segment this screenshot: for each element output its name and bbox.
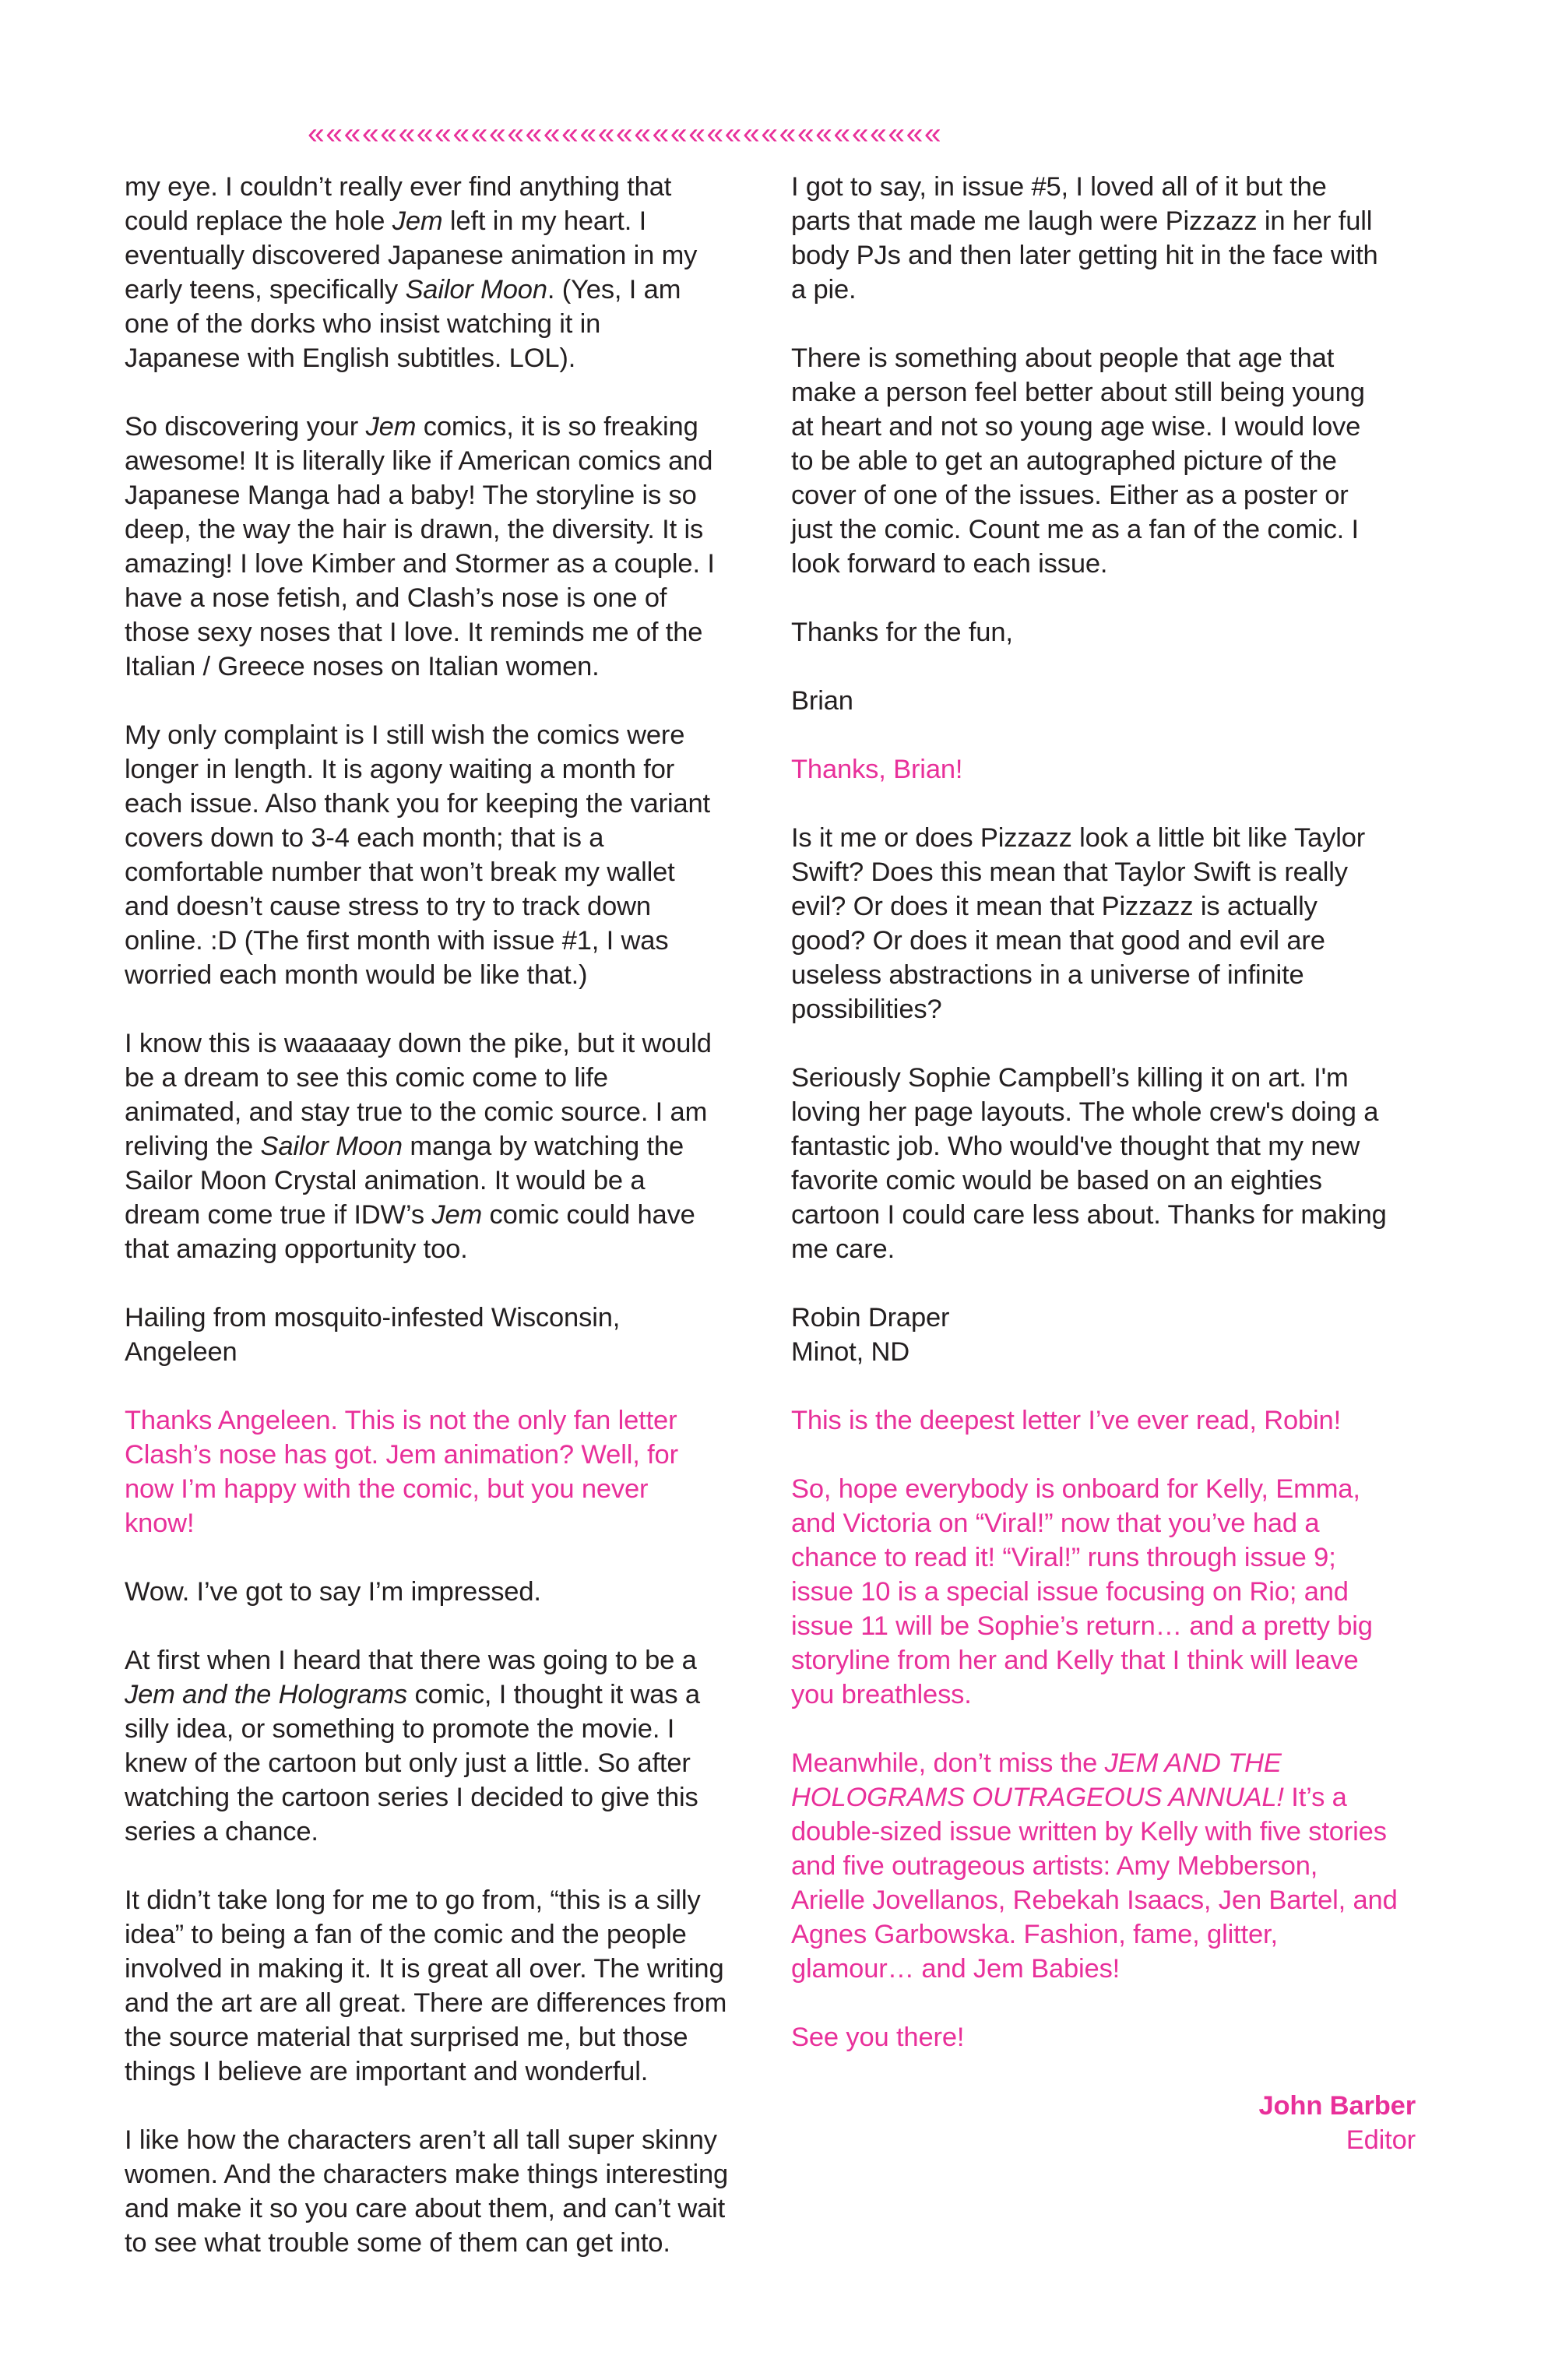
letter-paragraph (791, 1061, 1430, 1266)
text-line: possibilities? (791, 995, 942, 1024)
text-line: make a person feel better about still being young (791, 378, 1365, 407)
text-line: now I’m happy with the comic, but you never (125, 1474, 649, 1504)
text-line: early teens, specifically Sailor Moon. (Yes, I am (125, 275, 681, 305)
text-line: eventually discovered Japanese animation in my (125, 241, 698, 270)
letter-paragraph (791, 1301, 1430, 1369)
text-line: just the comic. Count me as a fan of the comic. I (791, 515, 1359, 544)
text-line: It didn’t take long for me to go from, “this is a silly (125, 1885, 701, 1915)
italic-title: Jem (365, 412, 417, 442)
text-line: My only complaint is I still wish the comics were (125, 720, 685, 750)
letter-paragraph (791, 821, 1430, 1026)
text-line: I know this is waaaaay down the pike, but it would (125, 1029, 712, 1058)
text-line: Thanks for the fun, (791, 618, 1013, 647)
text-line: the source material that surprised me, but those (125, 2023, 688, 2052)
text-line: Seriously Sophie Campbell’s killing it on art. I'm (791, 1063, 1349, 1093)
editor-signature (791, 2089, 1416, 2157)
left-column (125, 170, 763, 2294)
text-line: to see what trouble some of them can get into. (125, 2228, 670, 2258)
text-line: watching the cartoon series I decided to give this (125, 1783, 698, 1812)
text-line: me care. (791, 1234, 895, 1264)
italic-title: Jem (392, 206, 443, 236)
text-line: animated, and stay true to the comic source. I am (125, 1097, 708, 1127)
letter-paragraph (125, 1575, 763, 1609)
text-line: At first when I heard that there was going to be a (125, 1646, 697, 1675)
italic-title: JEM AND THE (1104, 1748, 1282, 1778)
text-line: Thanks, Brian! (791, 755, 963, 784)
text-line: issue 10 is a special issue focusing on Rio; and (791, 1577, 1349, 1607)
letter-paragraph (791, 684, 1430, 718)
text-line: and Victoria on “Viral!” now that you’ve had a (791, 1509, 1320, 1538)
text-line: my eye. I couldn’t really ever find anything that (125, 172, 672, 202)
text-line: deep, the way the hair is drawn, the diversity. It is (125, 515, 704, 544)
text-line: could replace the hole Jem left in my heart. I (125, 206, 647, 236)
text-line: Robin Draper (791, 1303, 950, 1333)
text-line: look forward to each issue. (791, 549, 1108, 579)
text-line: at heart and not so young age wise. I would love (791, 412, 1361, 442)
text-line: Clash’s nose has got. Jem animation? Well, for (125, 1440, 678, 1470)
text-line: and the art are all great. There are differences from (125, 1988, 727, 2018)
text-line: involved in making it. It is great all over. The writing (125, 1954, 724, 1984)
text-line: worried each month would be like that.) (125, 960, 588, 990)
text-line: reliving the Sailor Moon manga by watching the (125, 1132, 684, 1161)
text-line: body PJs and then later getting hit in the face with (791, 241, 1378, 270)
text-line: fantastic job. Who would've thought that my new (791, 1132, 1360, 1161)
text-line: Angeleen (125, 1337, 237, 1367)
text-line: HOLOGRAMS OUTRAGEOUS ANNUAL! It’s a (791, 1783, 1347, 1812)
text-line: dream come true if IDW’s Jem comic could have (125, 1200, 695, 1230)
text-line: There is something about people that age that (791, 343, 1335, 373)
letter-paragraph (125, 718, 763, 992)
text-line: Meanwhile, don’t miss the JEM AND THE (791, 1748, 1282, 1778)
text-line: parts that made me laugh were Pizzazz in her full (791, 206, 1373, 236)
text-line: double-sized issue written by Kelly with five stories (791, 1817, 1387, 1847)
text-line: So, hope everybody is onboard for Kelly, Emma, (791, 1474, 1360, 1504)
letter-paragraph (125, 410, 763, 684)
letter-paragraph (125, 1026, 763, 1266)
editor-reply-paragraph (791, 1746, 1430, 1986)
text-line: cover of one of the issues. Either as a poster or (791, 481, 1349, 510)
text-line: one of the dorks who insist watching it in (125, 309, 601, 339)
letter-paragraph (791, 170, 1430, 307)
italic-title: Jem and the Holograms (125, 1680, 408, 1709)
text-line: Minot, ND (791, 1337, 910, 1367)
text-line: cartoon I could care less about. Thanks for making (791, 1200, 1387, 1230)
text-line: Agnes Garbowska. Fashion, fame, glitter, (791, 1920, 1278, 1949)
text-line: good? Or does it mean that good and evil are (791, 926, 1325, 956)
text-line: those sexy noses that I love. It reminds me of the (125, 618, 703, 647)
italic-title: Jem (431, 1200, 483, 1230)
text-line: and five outrageous artists: Amy Mebberson, (791, 1851, 1318, 1881)
text-line: longer in length. It is agony waiting a month for (125, 755, 675, 784)
text-line: I like how the characters aren’t all tall super skinny (125, 2125, 717, 2155)
text-line: I got to say, in issue #5, I loved all of it but the (791, 172, 1327, 202)
text-line: women. And the characters make things interesting (125, 2160, 729, 2189)
text-line: Swift? Does this mean that Taylor Swift is really (791, 857, 1348, 887)
text-line: glamour… and Jem Babies! (791, 1954, 1121, 1984)
text-line: favorite comic would be based on an eighties (791, 1166, 1322, 1195)
text-line: Jem and the Holograms comic, I thought it was a (125, 1680, 700, 1709)
text-line: a pie. (791, 275, 857, 305)
italic-title: Sailor Moon (405, 275, 547, 305)
text-line: Is it me or does Pizzazz look a little bit like Taylor (791, 823, 1366, 853)
text-line: See you there! (791, 2023, 965, 2052)
chevron-divider: ««««««««««««««««««««««««««««««««««« (308, 117, 943, 150)
text-line: silly idea, or something to promote the movie. I (125, 1714, 675, 1744)
italic-title: Sailor Moon (260, 1132, 403, 1161)
editor-reply-paragraph (791, 1403, 1430, 1438)
text-line: you breathless. (791, 1680, 972, 1709)
text-line: loving her page layouts. The whole crew's doing a (791, 1097, 1379, 1127)
text-line: chance to read it! “Viral!” runs through issue 9; (791, 1543, 1336, 1572)
signature-title: Editor (1346, 2125, 1416, 2155)
text-line: to be able to get an autographed picture of the (791, 446, 1337, 476)
text-line: Thanks Angeleen. This is not the only fan letter (125, 1406, 677, 1435)
text-line: idea” to being a fan of the comic and the people (125, 1920, 687, 1949)
signature-name: John Barber (1258, 2091, 1416, 2121)
text-line: useless abstractions in a universe of infinite (791, 960, 1304, 990)
text-line: Arielle Jovellanos, Rebekah Isaacs, Jen Bartel, and (791, 1885, 1398, 1915)
text-line: have a nose fetish, and Clash’s nose is one of (125, 583, 667, 613)
text-line: So discovering your Jem comics, it is so freaking (125, 412, 698, 442)
text-line: knew of the cartoon but only just a little. So after (125, 1748, 691, 1778)
text-line: and doesn’t cause stress to try to track down (125, 892, 651, 921)
text-line: be a dream to see this comic come to life (125, 1063, 608, 1093)
text-line: and make it so you care about them, and can’t wait (125, 2194, 726, 2223)
editor-reply-paragraph (791, 752, 1430, 787)
text-line: Japanese with English subtitles. LOL). (125, 343, 576, 373)
text-line: Italian / Greece noses on Italian women. (125, 652, 600, 681)
text-line: things I believe are important and wonderful. (125, 2057, 649, 2086)
editor-reply-paragraph (125, 1403, 763, 1540)
text-line: series a chance. (125, 1817, 318, 1847)
text-line: Sailor Moon Crystal animation. It would be a (125, 1166, 646, 1195)
letter-paragraph (125, 170, 763, 375)
letter-paragraph (125, 2123, 763, 2260)
right-column (791, 170, 1430, 2157)
letter-paragraph (791, 341, 1430, 581)
text-line: know! (125, 1509, 195, 1538)
letter-paragraph (791, 615, 1430, 650)
text-line: amazing! I love Kimber and Stormer as a couple. I (125, 549, 715, 579)
text-line: awesome! It is literally like if American comics and (125, 446, 713, 476)
letter-paragraph (125, 1301, 763, 1369)
editor-reply-paragraph (791, 1472, 1430, 1712)
text-line: Japanese Manga had a baby! The storyline is so (125, 481, 697, 510)
text-line: issue 11 will be Sophie’s return… and a pretty big (791, 1611, 1373, 1641)
text-line: evil? Or does it mean that Pizzazz is actually (791, 892, 1318, 921)
text-line: storyline from her and Kelly that I think will leave (791, 1646, 1359, 1675)
text-line: Brian (791, 686, 853, 716)
text-line: Wow. I’ve got to say I’m impressed. (125, 1577, 541, 1607)
italic-title: HOLOGRAMS OUTRAGEOUS ANNUAL! (791, 1783, 1284, 1812)
editor-reply-paragraph (791, 2020, 1430, 2054)
letter-paragraph (125, 1643, 763, 1849)
text-line: covers down to 3-4 each month; that is a (125, 823, 604, 853)
letter-paragraph (125, 1883, 763, 2089)
text-line: comfortable number that won’t break my wallet (125, 857, 675, 887)
text-line: Hailing from mosquito-infested Wisconsin, (125, 1303, 621, 1333)
text-line: each issue. Also thank you for keeping the variant (125, 789, 710, 819)
text-line: that amazing opportunity too. (125, 1234, 468, 1264)
text-line: online. :D (The first month with issue #1, I was (125, 926, 669, 956)
text-line: This is the deepest letter I’ve ever read, Robin! (791, 1406, 1342, 1435)
